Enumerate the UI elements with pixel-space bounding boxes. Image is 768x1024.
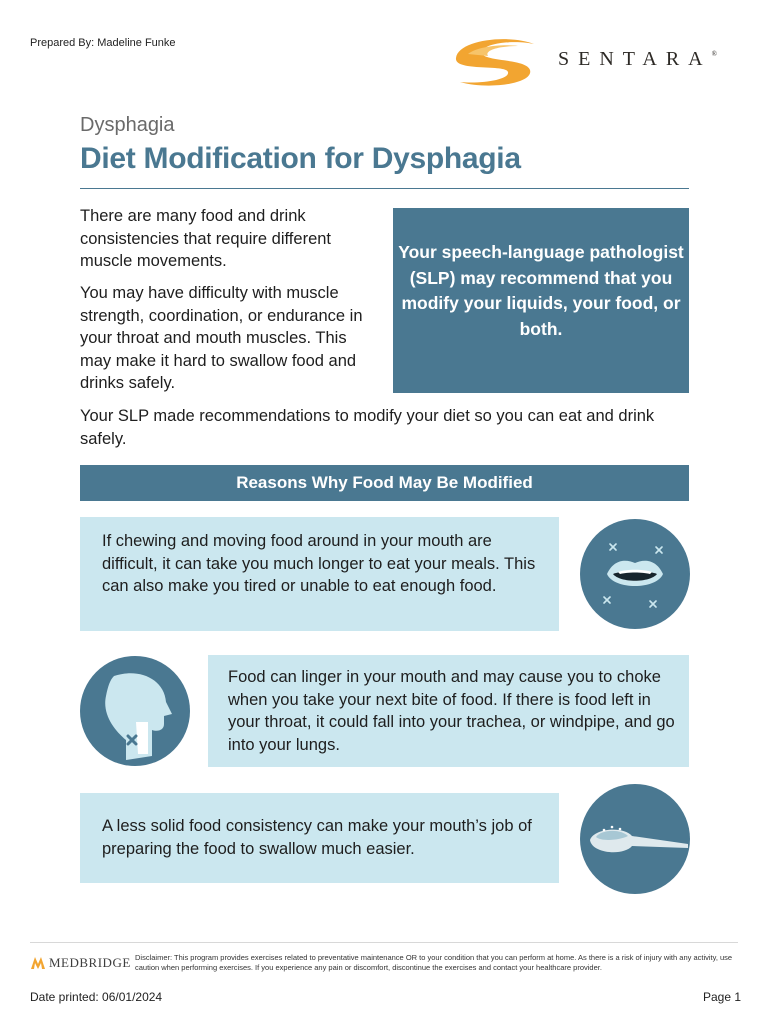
reason-text: Food can linger in your mouth and may cause you to choke when you take your next bite of food. If there is food left in your throat, it could fall into your trachea, or windpipe, and go into your lungs.: [228, 668, 675, 754]
intro-paragraph: There are many food and drink consistencies that require different muscle movements.: [80, 207, 332, 270]
prepared-by: Prepared By: Madeline Funke: [30, 37, 176, 49]
intro-paragraph: You may have difficulty with muscle strength, coordination, or endurance in your throat and mouth muscles. This may make it hard to swallow food and drinks safely.: [80, 284, 363, 392]
page-number: Page 1: [703, 990, 742, 1004]
sentara-wordmark: SENTARA®: [558, 48, 717, 70]
document-title: Diet Modification for Dysphagia: [80, 142, 521, 175]
medbridge-wordmark: MEDBRIDGE: [49, 955, 131, 970]
summary-paragraph: Your SLP made recommendations to modify your diet so you can eat and drink safely.: [80, 407, 655, 448]
section-title: Reasons Why Food May Be Modified: [236, 473, 533, 492]
medbridge-logo-icon: [30, 955, 46, 971]
sentara-logo-icon: [448, 32, 544, 90]
spoon-icon: [580, 784, 690, 894]
footer-divider: [30, 942, 738, 943]
date-printed: Date printed: 06/01/2024: [30, 990, 163, 1004]
mouth-icon: [580, 519, 690, 629]
slp-callout-text: Your speech-language pathologist (SLP) may recommend that you modify your liquids, your food, or both.: [398, 242, 684, 339]
disclaimer: Disclaimer: This program provides exercises related to preventative maintenance OR to your condition that you can perform at home. As there is a risk of injury with any activity, use caution when performing exercises. If you experience any pain or discomfort, discontinue the exercises and contact your healthcare provider.: [135, 953, 733, 972]
title-divider: [80, 188, 689, 189]
document-category: Dysphagia: [80, 114, 175, 136]
head-throat-icon: [80, 656, 190, 766]
reason-text: If chewing and moving food around in your mouth are difficult, it can take you much longer to eat your meals. This can also make you tired or unable to eat enough food.: [102, 532, 536, 595]
reason-text: A less solid food consistency can make your mouth’s job of preparing the food to swallow much easier.: [102, 817, 532, 858]
